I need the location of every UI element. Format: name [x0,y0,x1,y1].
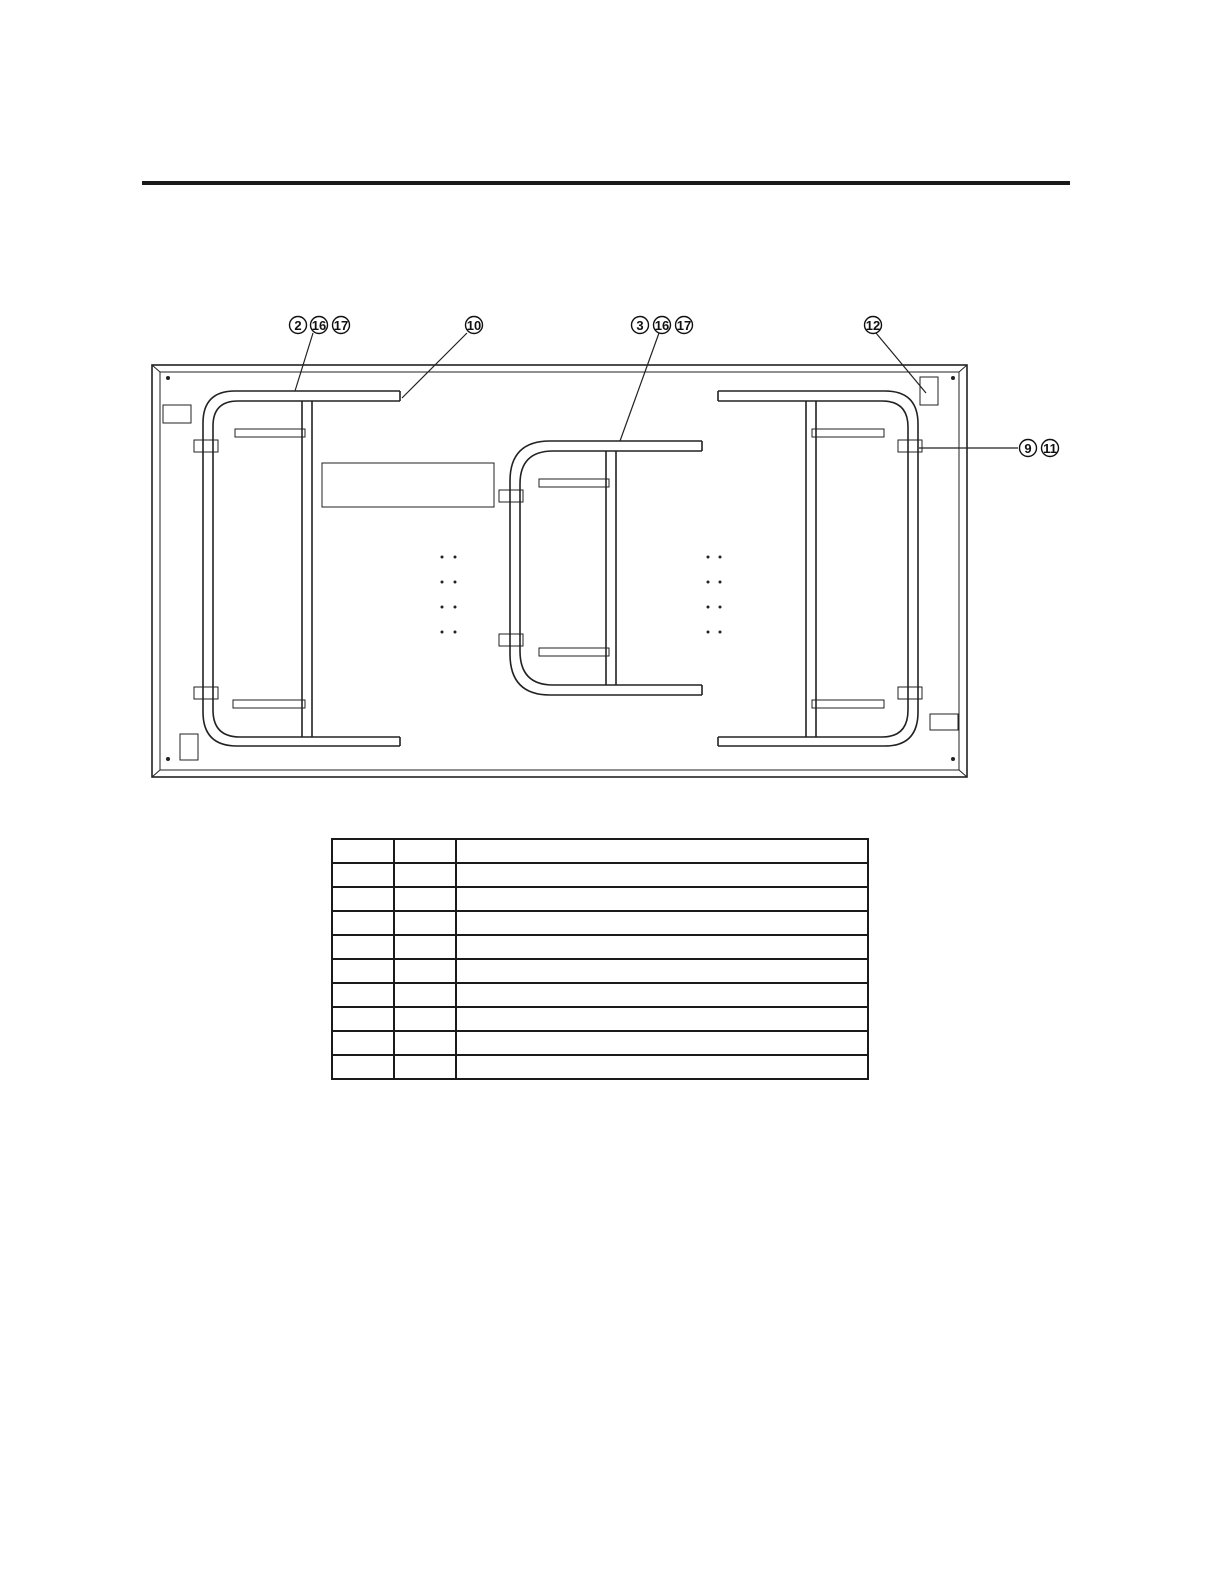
table-cell [394,1007,456,1031]
callout-number: 3 [636,318,644,333]
table-row [332,1055,868,1079]
table-row [332,1007,868,1031]
callout-number: 9 [1024,441,1032,456]
panel-outline [152,365,967,777]
parts-table [331,838,869,1080]
table-cell [456,863,868,887]
table-cell [332,887,394,911]
right-frame-tube [718,391,918,746]
callout-12 [865,317,882,334]
callout-9-11 [1020,440,1059,457]
table-cell [394,935,456,959]
table-cell [332,863,394,887]
callout-number: 17 [676,318,692,333]
table-cell [456,935,868,959]
table-row [332,911,868,935]
table-cell [394,887,456,911]
table-cell [456,911,868,935]
callout-2-16-17 [290,317,350,334]
callout-number: 16 [311,318,327,333]
table-row [332,887,868,911]
table-cell [394,1055,456,1079]
table-row [332,1031,868,1055]
table-row [332,839,868,863]
table-cell [456,959,868,983]
table-cell [394,863,456,887]
table-cell [332,983,394,1007]
callout-number: 10 [466,318,482,333]
callout-number: 11 [1043,441,1057,456]
table-cell [394,911,456,935]
table-cell [456,983,868,1007]
table-row [332,959,868,983]
table-cell [332,1031,394,1055]
table-cell [394,1031,456,1055]
callout-number: 12 [865,318,881,333]
table-row [332,983,868,1007]
callout-10 [466,317,483,334]
table-cell [332,1055,394,1079]
table-cell [394,983,456,1007]
table-cell [332,959,394,983]
table-cell [332,911,394,935]
table-cell [456,1007,868,1031]
callout-number: 2 [294,318,302,333]
table-cell [332,839,394,863]
table-cell [456,839,868,863]
table-cell [332,1007,394,1031]
callout-3-16-17 [632,317,693,334]
table-row [332,863,868,887]
table-cell [394,959,456,983]
panel-inner-outline [160,372,959,770]
table-cell [456,1055,868,1079]
center-label-plate [322,463,494,507]
table-cell [394,839,456,863]
callout-number: 16 [654,318,670,333]
table-cell [456,1031,868,1055]
table-cell [456,887,868,911]
table-cell [332,935,394,959]
table-row [332,935,868,959]
callout-number: 17 [333,318,349,333]
